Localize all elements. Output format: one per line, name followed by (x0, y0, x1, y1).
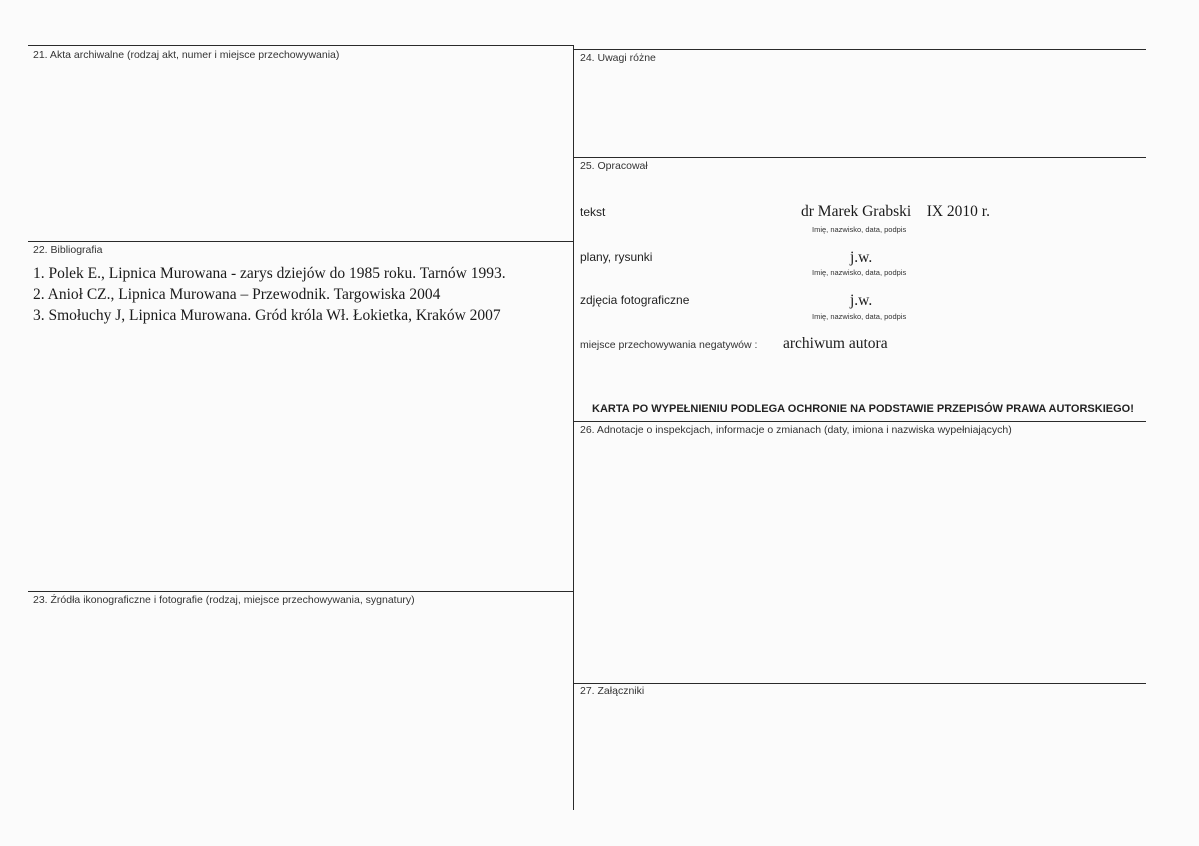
copyright-notice: KARTA PO WYPEŁNIENIU PODLEGA OCHRONIE NA PODSTAWIE PRZEPISÓW PRAWA AUTORSKIEGO! (592, 403, 1134, 415)
zdjecia-fotograficzne-value: j.w. (850, 292, 873, 309)
plany-rysunki-value: j.w. (850, 249, 873, 266)
divider-21-22 (28, 241, 574, 242)
plany-rysunki-label: plany, rysunki (580, 250, 653, 264)
plany-rysunki-caption: Imię, nazwisko, data, podpis (812, 268, 907, 277)
center-vertical-divider (573, 46, 574, 810)
divider-22-23 (28, 591, 574, 592)
tekst-label: tekst (580, 205, 606, 219)
negatives-location-value: archiwum autora (783, 335, 888, 352)
divider-26-27 (574, 683, 1146, 684)
bibliography-entry: 1. Polek E., Lipnica Murowana - zarys dziejów do 1985 roku. Tarnów 1993. (33, 265, 506, 282)
top-border-line (28, 45, 574, 46)
section-23-label: 23. Źródła ikonograficzne i fotografie (rodzaj, miejsce przechowywania, sygnatury) (33, 594, 415, 606)
top-border-line-right (574, 49, 1146, 50)
zdjecia-fotograficzne-caption: Imię, nazwisko, data, podpis (812, 312, 907, 321)
section-27-label: 27. Załączniki (580, 685, 645, 697)
bibliography-entry: 3. Smołuchy J, Lipnica Murowana. Gród króla Wł. Łokietka, Kraków 2007 (33, 307, 501, 324)
divider-25-26 (574, 421, 1146, 422)
bibliography-list (33, 263, 506, 326)
tekst-value: dr Marek Grabski IX 2010 r. (801, 203, 990, 220)
section-24-label: 24. Uwagi różne (580, 52, 656, 64)
negatives-location-label: miejsce przechowywania negatywów : (580, 339, 758, 351)
tekst-caption: Imię, nazwisko, data, podpis (812, 225, 907, 234)
bibliography-entry: 2. Anioł CZ., Lipnica Murowana – Przewodnik. Targowiska 2004 (33, 286, 441, 303)
section-25-label: 25. Opracował (580, 160, 648, 172)
section-22-label: 22. Bibliografia (33, 244, 103, 256)
section-21-label: 21. Akta archiwalne (rodzaj akt, numer i miejsce przechowywania) (33, 49, 340, 61)
divider-24-25 (574, 157, 1146, 158)
zdjecia-fotograficzne-label: zdjęcia fotograficzne (580, 293, 690, 307)
section-26-label: 26. Adnotacje o inspekcjach, informacje o zmianach (daty, imiona i nazwiska wypełniających) (580, 424, 1012, 436)
